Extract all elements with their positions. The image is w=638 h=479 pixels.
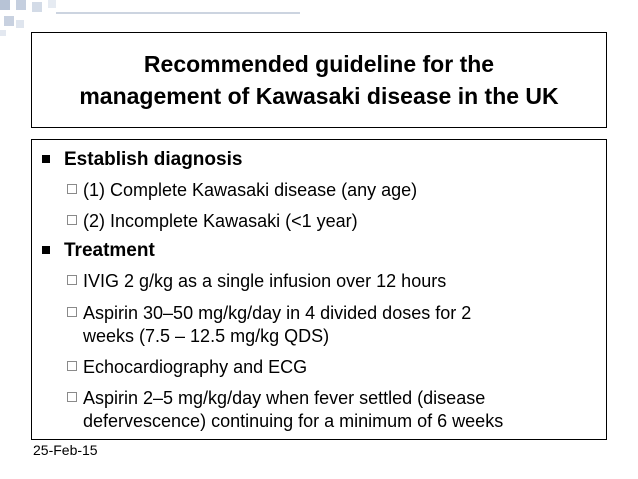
checkbox-bullet-icon — [67, 361, 77, 371]
checkbox-bullet-icon — [67, 215, 77, 225]
checkbox-bullet-icon — [67, 307, 77, 317]
slide-title-line-1: Recommended guideline for the — [143, 51, 495, 77]
square-bullet-icon — [42, 155, 50, 163]
square-bullet-icon — [42, 246, 50, 254]
checkbox-bullet-icon — [67, 184, 77, 194]
slide-title-line-2: management of Kawasaki disease in the UK — [79, 83, 559, 109]
slide-date: 25-Feb-15 — [33, 442, 98, 458]
content-box: Establish diagnosis (1) Complete Kawasaki disease (any age) (2) Incomplete Kawasaki (<1 year) Treatment IVIG 2 g/kg as a single infusion over 12 hours Aspirin 30–50 mg/kg/day in 4 divided doses for 2 weeks (7.5 – 12.5 mg/kg QDS) Echocardiography and ECG Aspirin 2–5 mg/kg/day when fever settled (disease defervescence) continuing for a minimum of 6 weeks — [31, 139, 607, 440]
checkbox-bullet-icon — [67, 392, 77, 402]
title-box — [31, 32, 607, 128]
checkbox-bullet-icon — [67, 275, 77, 285]
